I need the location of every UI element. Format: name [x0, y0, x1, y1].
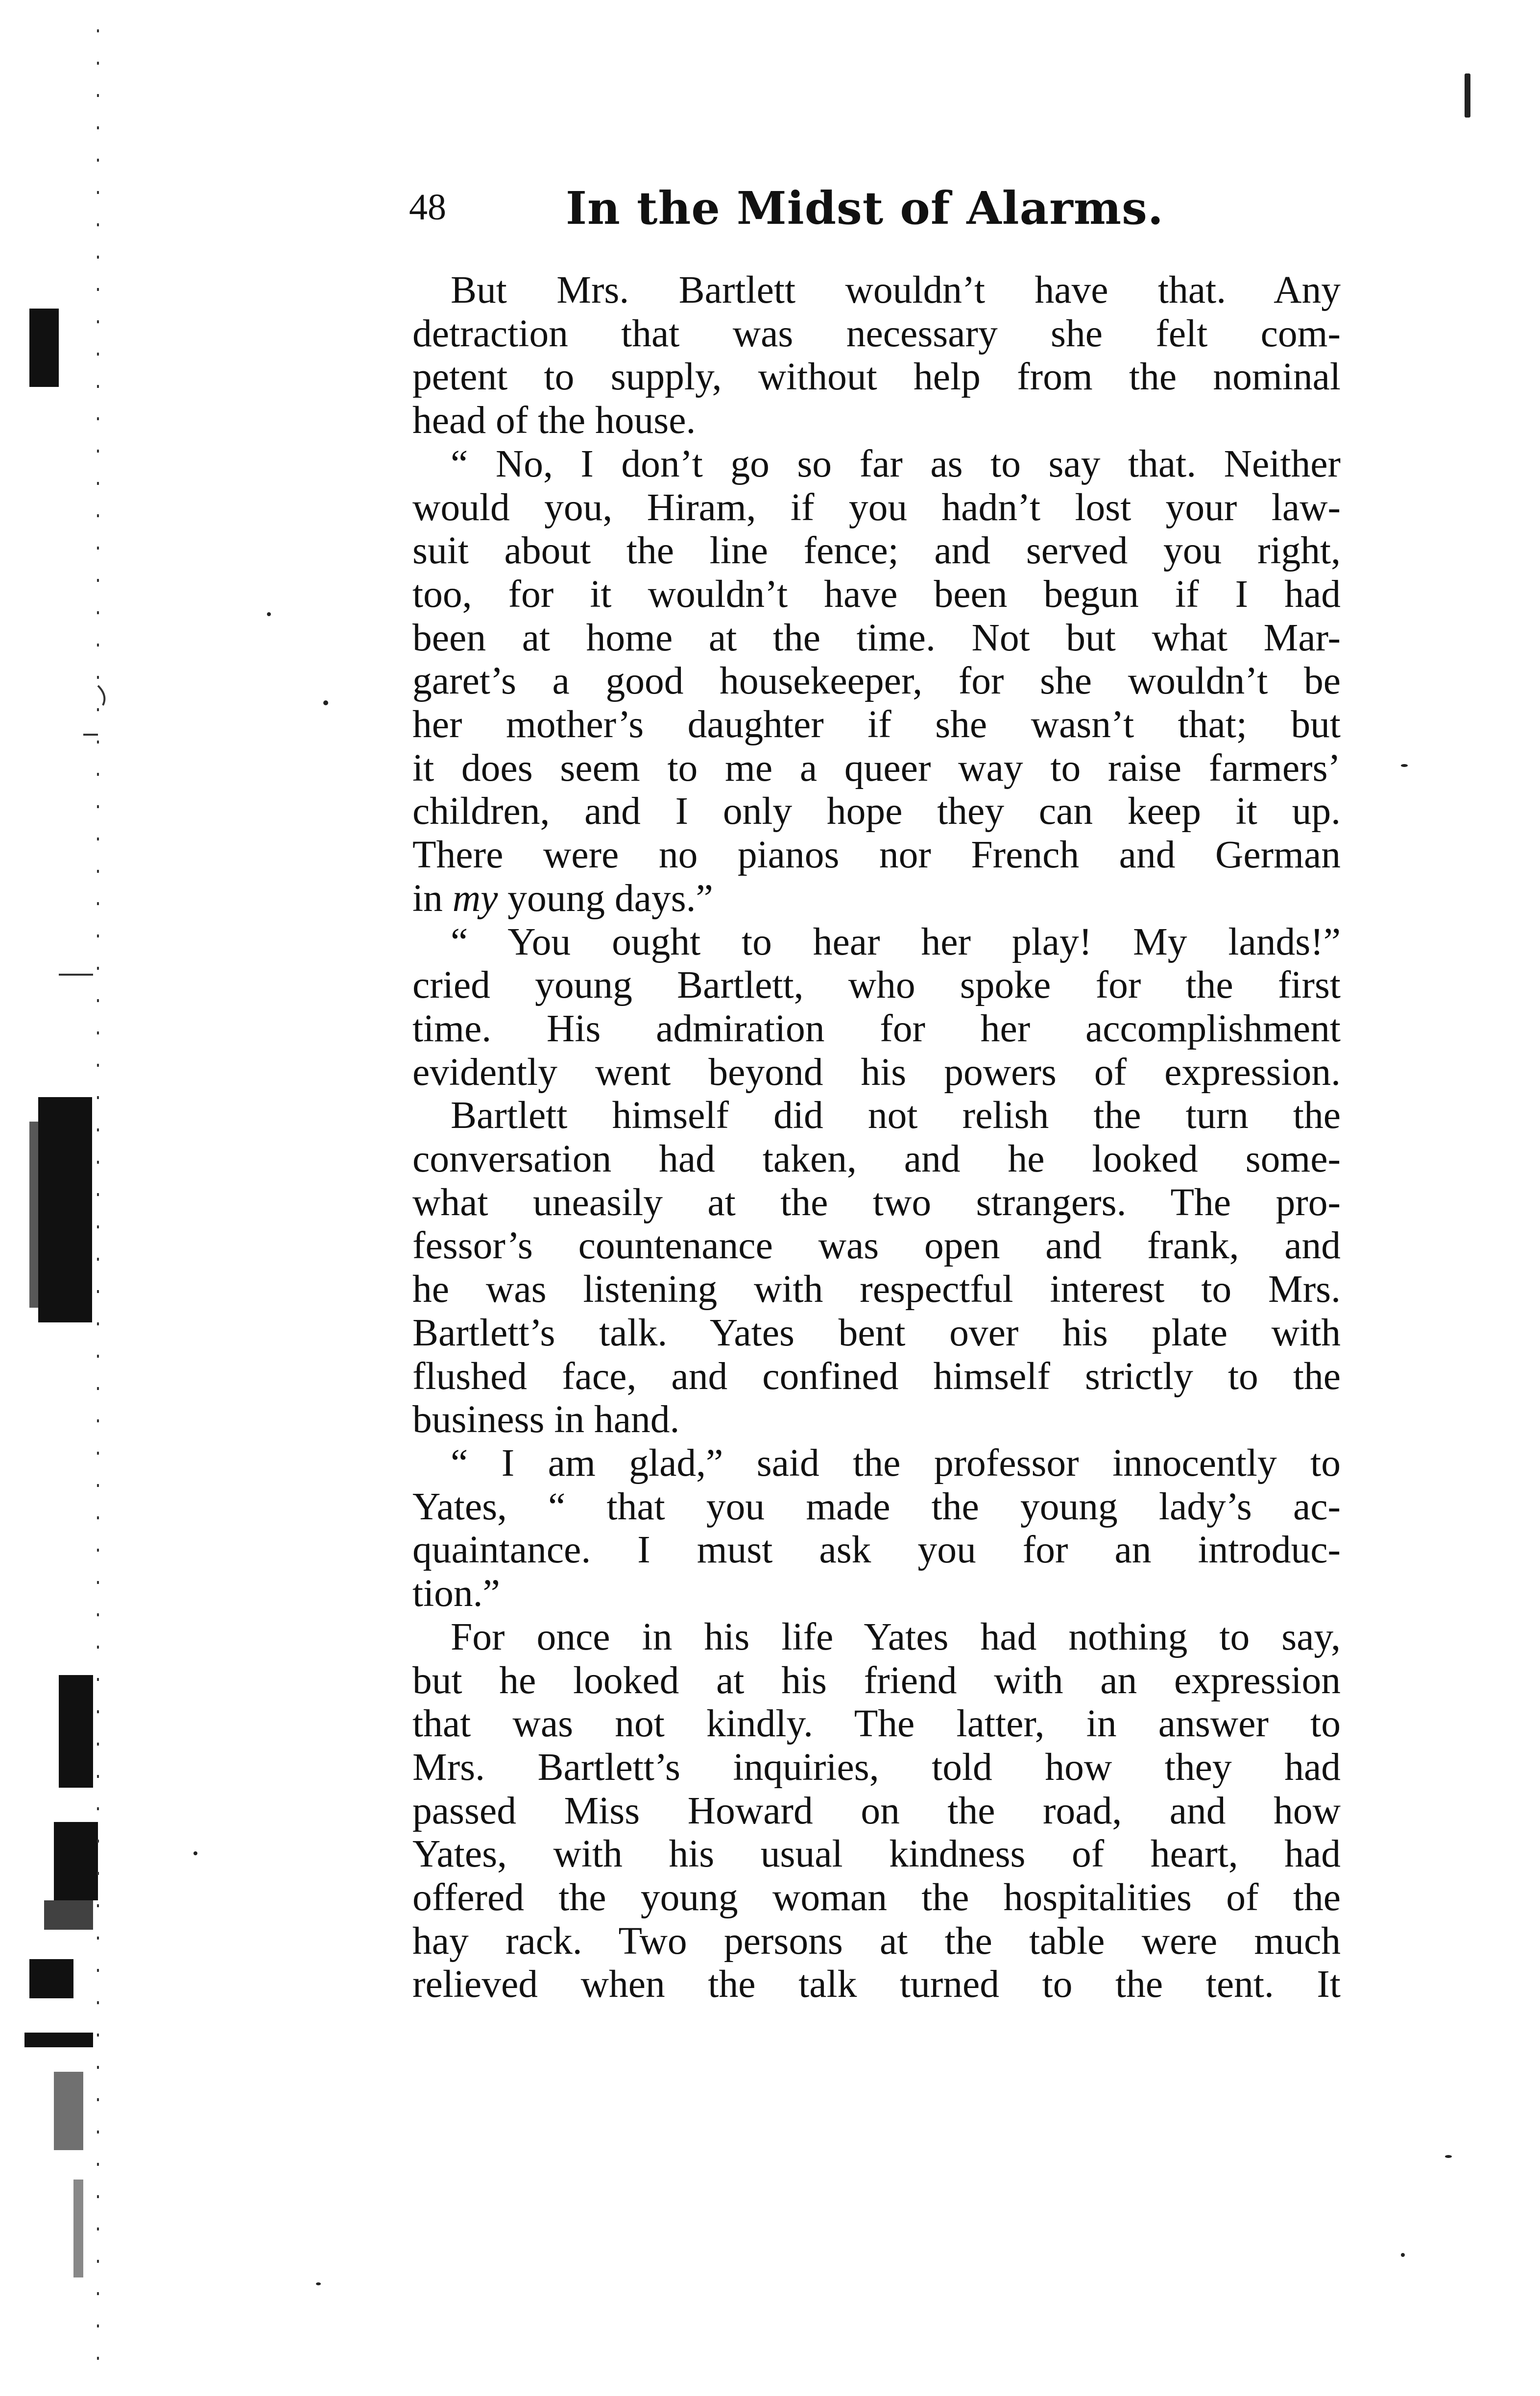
- paragraph-6: [412, 1615, 1341, 2006]
- scan-speck: [316, 2282, 321, 2285]
- text-line: business in hand.: [412, 1398, 680, 1441]
- scan-speck: [267, 612, 271, 616]
- text-line: hay rack. Two persons at the table were much: [412, 1919, 1341, 1963]
- text-line: Yates, with his usual kindness of heart, had: [412, 1832, 1341, 1876]
- emphasis: my: [452, 876, 498, 920]
- text-line: children, and I only hope they can keep it up.: [412, 790, 1341, 833]
- paragraph-5: [412, 1441, 1341, 1615]
- text-line: detraction that was necessary she felt com-: [412, 311, 1341, 355]
- text-line: But Mrs. Bartlett wouldn’t have that. Any: [451, 268, 1341, 311]
- text-line: relieved when the talk turned to the tent. It: [412, 1963, 1341, 2006]
- text-line: conversation had taken, and he looked some-: [412, 1137, 1341, 1181]
- text-line: evidently went beyond his powers of expression.: [412, 1050, 1341, 1094]
- text-line: cried young Bartlett, who spoke for the first: [412, 963, 1341, 1007]
- scan-speck: [193, 1851, 197, 1855]
- text-line: would you, Hiram, if you hadn’t lost your law-: [412, 485, 1341, 529]
- text-line: “ You ought to hear her play! My lands!”: [451, 920, 1341, 963]
- text-line: what uneasily at the two strangers. The pro-: [412, 1180, 1341, 1224]
- text-line: offered the young woman the hospitalities of the: [412, 1876, 1341, 1919]
- text-line: that was not kindly. The latter, in answer to: [412, 1702, 1341, 1746]
- paragraph-1: [412, 268, 1341, 442]
- running-title: In the Midst of Alarms.: [566, 182, 1164, 235]
- text-line: Bartlett’s talk. Yates bent over his plate with: [412, 1311, 1341, 1354]
- text-line: he was listening with respectful interest to Mrs.: [412, 1268, 1341, 1311]
- running-head: [409, 181, 1340, 240]
- scan-speck: [1401, 764, 1408, 767]
- text-line: too, for it wouldn’t have been begun if I had: [412, 572, 1341, 616]
- paragraph-4: [412, 1094, 1341, 1441]
- text-line: petent to supply, without help from the nominal: [412, 355, 1341, 399]
- body-text: [412, 268, 1341, 2006]
- text-line: time. His admiration for her accomplishment: [412, 1006, 1341, 1050]
- text-line: but he looked at his friend with an expression: [412, 1658, 1341, 1702]
- text-line: There were no pianos nor French and German: [412, 833, 1341, 877]
- text-line: head of the house.: [412, 399, 696, 442]
- text-line: tion.”: [412, 1572, 500, 1615]
- paragraph-2: [412, 442, 1341, 920]
- scanned-binding-edge: [0, 0, 108, 2396]
- text-line: it does seem to me a queer way to raise farmers’: [412, 746, 1341, 790]
- text-line: passed Miss Howard on the road, and how: [412, 1789, 1341, 1832]
- text-line: quaintance. I must ask you for an introduc-: [412, 1528, 1341, 1572]
- scan-speck: [1401, 2253, 1405, 2257]
- paragraph-3: [412, 920, 1341, 1094]
- text-line: in my young days.”: [412, 876, 713, 920]
- text-line: “ No, I don’t go so far as to say that. Neither: [451, 442, 1341, 485]
- text-line: Yates, “ that you made the young lady’s ac-: [412, 1485, 1341, 1528]
- scan-speck: [1445, 2155, 1452, 2158]
- text-line: her mother’s daughter if she wasn’t that; but: [412, 703, 1341, 746]
- text-line: Bartlett himself did not relish the turn the: [451, 1094, 1341, 1137]
- text-line: suit about the line fence; and served you right,: [412, 529, 1341, 573]
- text-line: Mrs. Bartlett’s inquiries, told how they had: [412, 1745, 1341, 1789]
- text-line: been at home at the time. Not but what Mar-: [412, 616, 1341, 659]
- page-number: 48: [409, 187, 446, 228]
- text-line: garet’s a good housekeeper, for she wouldn’t be: [412, 659, 1341, 703]
- scan-speck: [323, 700, 328, 705]
- text-line: “ I am glad,” said the professor innocently to: [451, 1441, 1341, 1485]
- scan-speck: [1465, 73, 1470, 118]
- text-line: For once in his life Yates had nothing to say,: [451, 1615, 1341, 1658]
- text-line: fessor’s countenance was open and frank, and: [412, 1224, 1341, 1268]
- text-line: flushed face, and confined himself strictly to the: [412, 1354, 1341, 1398]
